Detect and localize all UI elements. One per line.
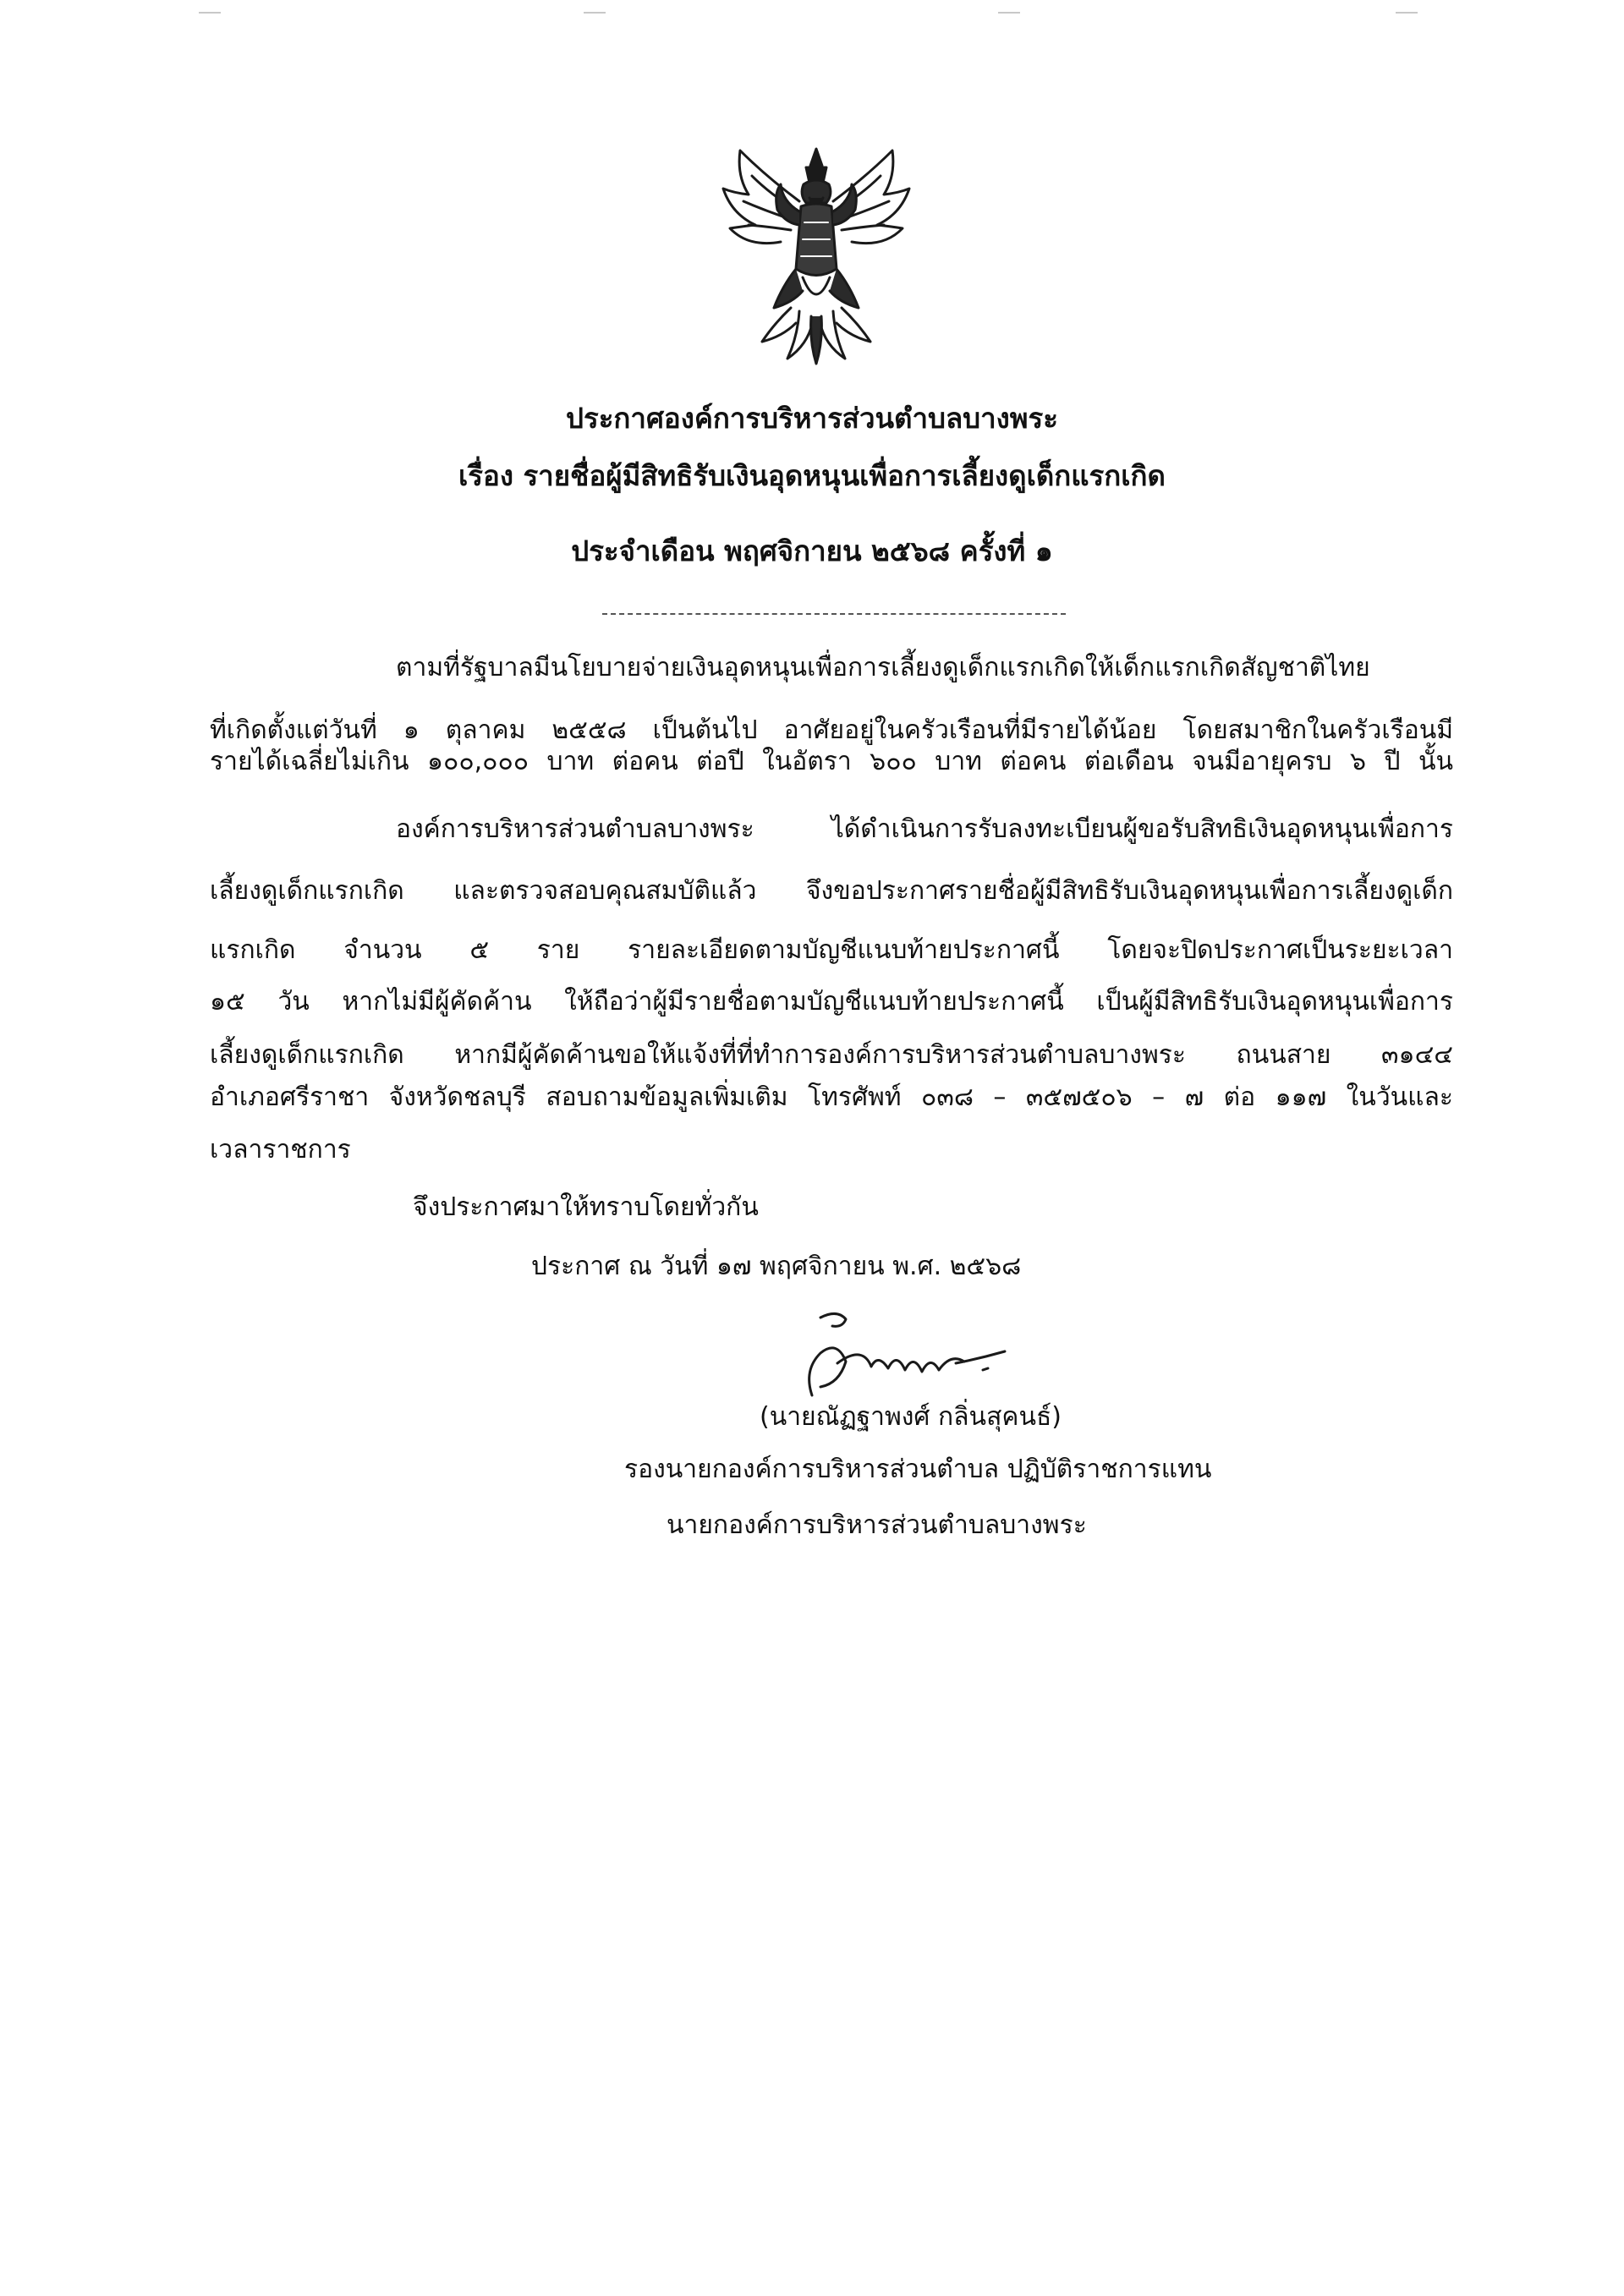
- paragraph-1-line: รายได้เฉลี่ยไม่เกิน ๑๐๐,๐๐๐ บาท ต่อคน ต่อปี ในอัตรา ๖๐๐ บาท ต่อคน ต่อเดือน จนมีอายุครบ ๖ ปี นั้น: [210, 747, 1453, 776]
- paragraph-2-line: เวลาราชการ: [210, 1135, 351, 1164]
- paragraph-2-line: ๑๕ วัน หากไม่มีผู้คัดค้าน ให้ถือว่าผู้มีรายชื่อตามบัญชีแนบท้ายประกาศนี้ เป็นผู้มีสิทธิรับเงินอุดหนุนเพื่อการ: [210, 987, 1453, 1016]
- paragraph-2-line: เลี้ยงดูเด็กแรกเกิด และตรวจสอบคุณสมบัติแล้ว จึงขอประกาศรายชื่อผู้มีสิทธิรับเงินอุดหนุนเพื่อการเลี้ยงดูเด็ก: [210, 876, 1453, 906]
- paragraph-2-line: แรกเกิด จำนวน ๕ ราย รายละเอียดตามบัญชีแนบท้ายประกาศนี้ โดยจะปิดประกาศเป็นระยะเวลา: [210, 935, 1453, 965]
- signer-organization: นายกองค์การบริหารส่วนตำบลบางพระ: [667, 1510, 1087, 1540]
- announcement-date: ประกาศ ณ วันที่ ๑๗ พฤศจิกายน พ.ศ. ๒๕๖๘: [531, 1252, 1022, 1281]
- closing-statement: จึงประกาศมาให้ทราบโดยทั่วกัน: [413, 1192, 759, 1222]
- paragraph-2-line: อำเภอศรีราชา จังหวัดชลบุรี สอบถามข้อมูลเพิ่มเติม โทรศัพท์ ๐๓๘ – ๓๕๗๕๐๖ – ๗ ต่อ ๑๑๗ ในวันและ: [210, 1082, 1453, 1112]
- signer-name: (นายณัฏฐาพงศ์ กลิ่นสุคนธ์): [760, 1402, 1062, 1432]
- paragraph-1-line: ตามที่รัฐบาลมีนโยบายจ่ายเงินอุดหนุนเพื่อการเลี้ยงดูเด็กแรกเกิดให้เด็กแรกเกิดสัญชาติไทย: [396, 653, 1370, 682]
- announcement-period: ประจำเดือน พฤศจิกายน ๒๕๖๘ ครั้งที่ ๑: [571, 534, 1053, 567]
- signer-position: รองนายกองค์การบริหารส่วนตำบล ปฏิบัติราชการแทน: [624, 1455, 1212, 1484]
- paragraph-2-line: เลี้ยงดูเด็กแรกเกิด หากมีผู้คัดค้านขอให้แจ้งที่ที่ทำการองค์การบริหารส่วนตำบลบางพระ ถนนสาย ๓๑๔๔: [210, 1040, 1453, 1070]
- divider-line: [602, 613, 1066, 615]
- paragraph-2-line: องค์การบริหารส่วนตำบลบางพระ ได้ดำเนินการรับลงทะเบียนผู้ขอรับสิทธิเงินอุดหนุนเพื่อการ: [396, 814, 1453, 844]
- garuda-emblem-icon: [715, 142, 918, 370]
- handwritten-signature: [787, 1302, 1015, 1404]
- announcement-title: ประกาศองค์การบริหารส่วนตำบลบางพระ: [566, 402, 1058, 435]
- scan-edge-marks: [0, 12, 1624, 17]
- paragraph-1-line: ที่เกิดตั้งแต่วันที่ ๑ ตุลาคม ๒๕๕๘ เป็นต้นไป อาศัยอยู่ในครัวเรือนที่มีรายได้น้อย โดยสมาชิกในครัวเรือนมี: [210, 715, 1453, 745]
- announcement-subject: เรื่อง รายชื่อผู้มีสิทธิรับเงินอุดหนุนเพื่อการเลี้ยงดูเด็กแรกเกิด: [458, 459, 1166, 492]
